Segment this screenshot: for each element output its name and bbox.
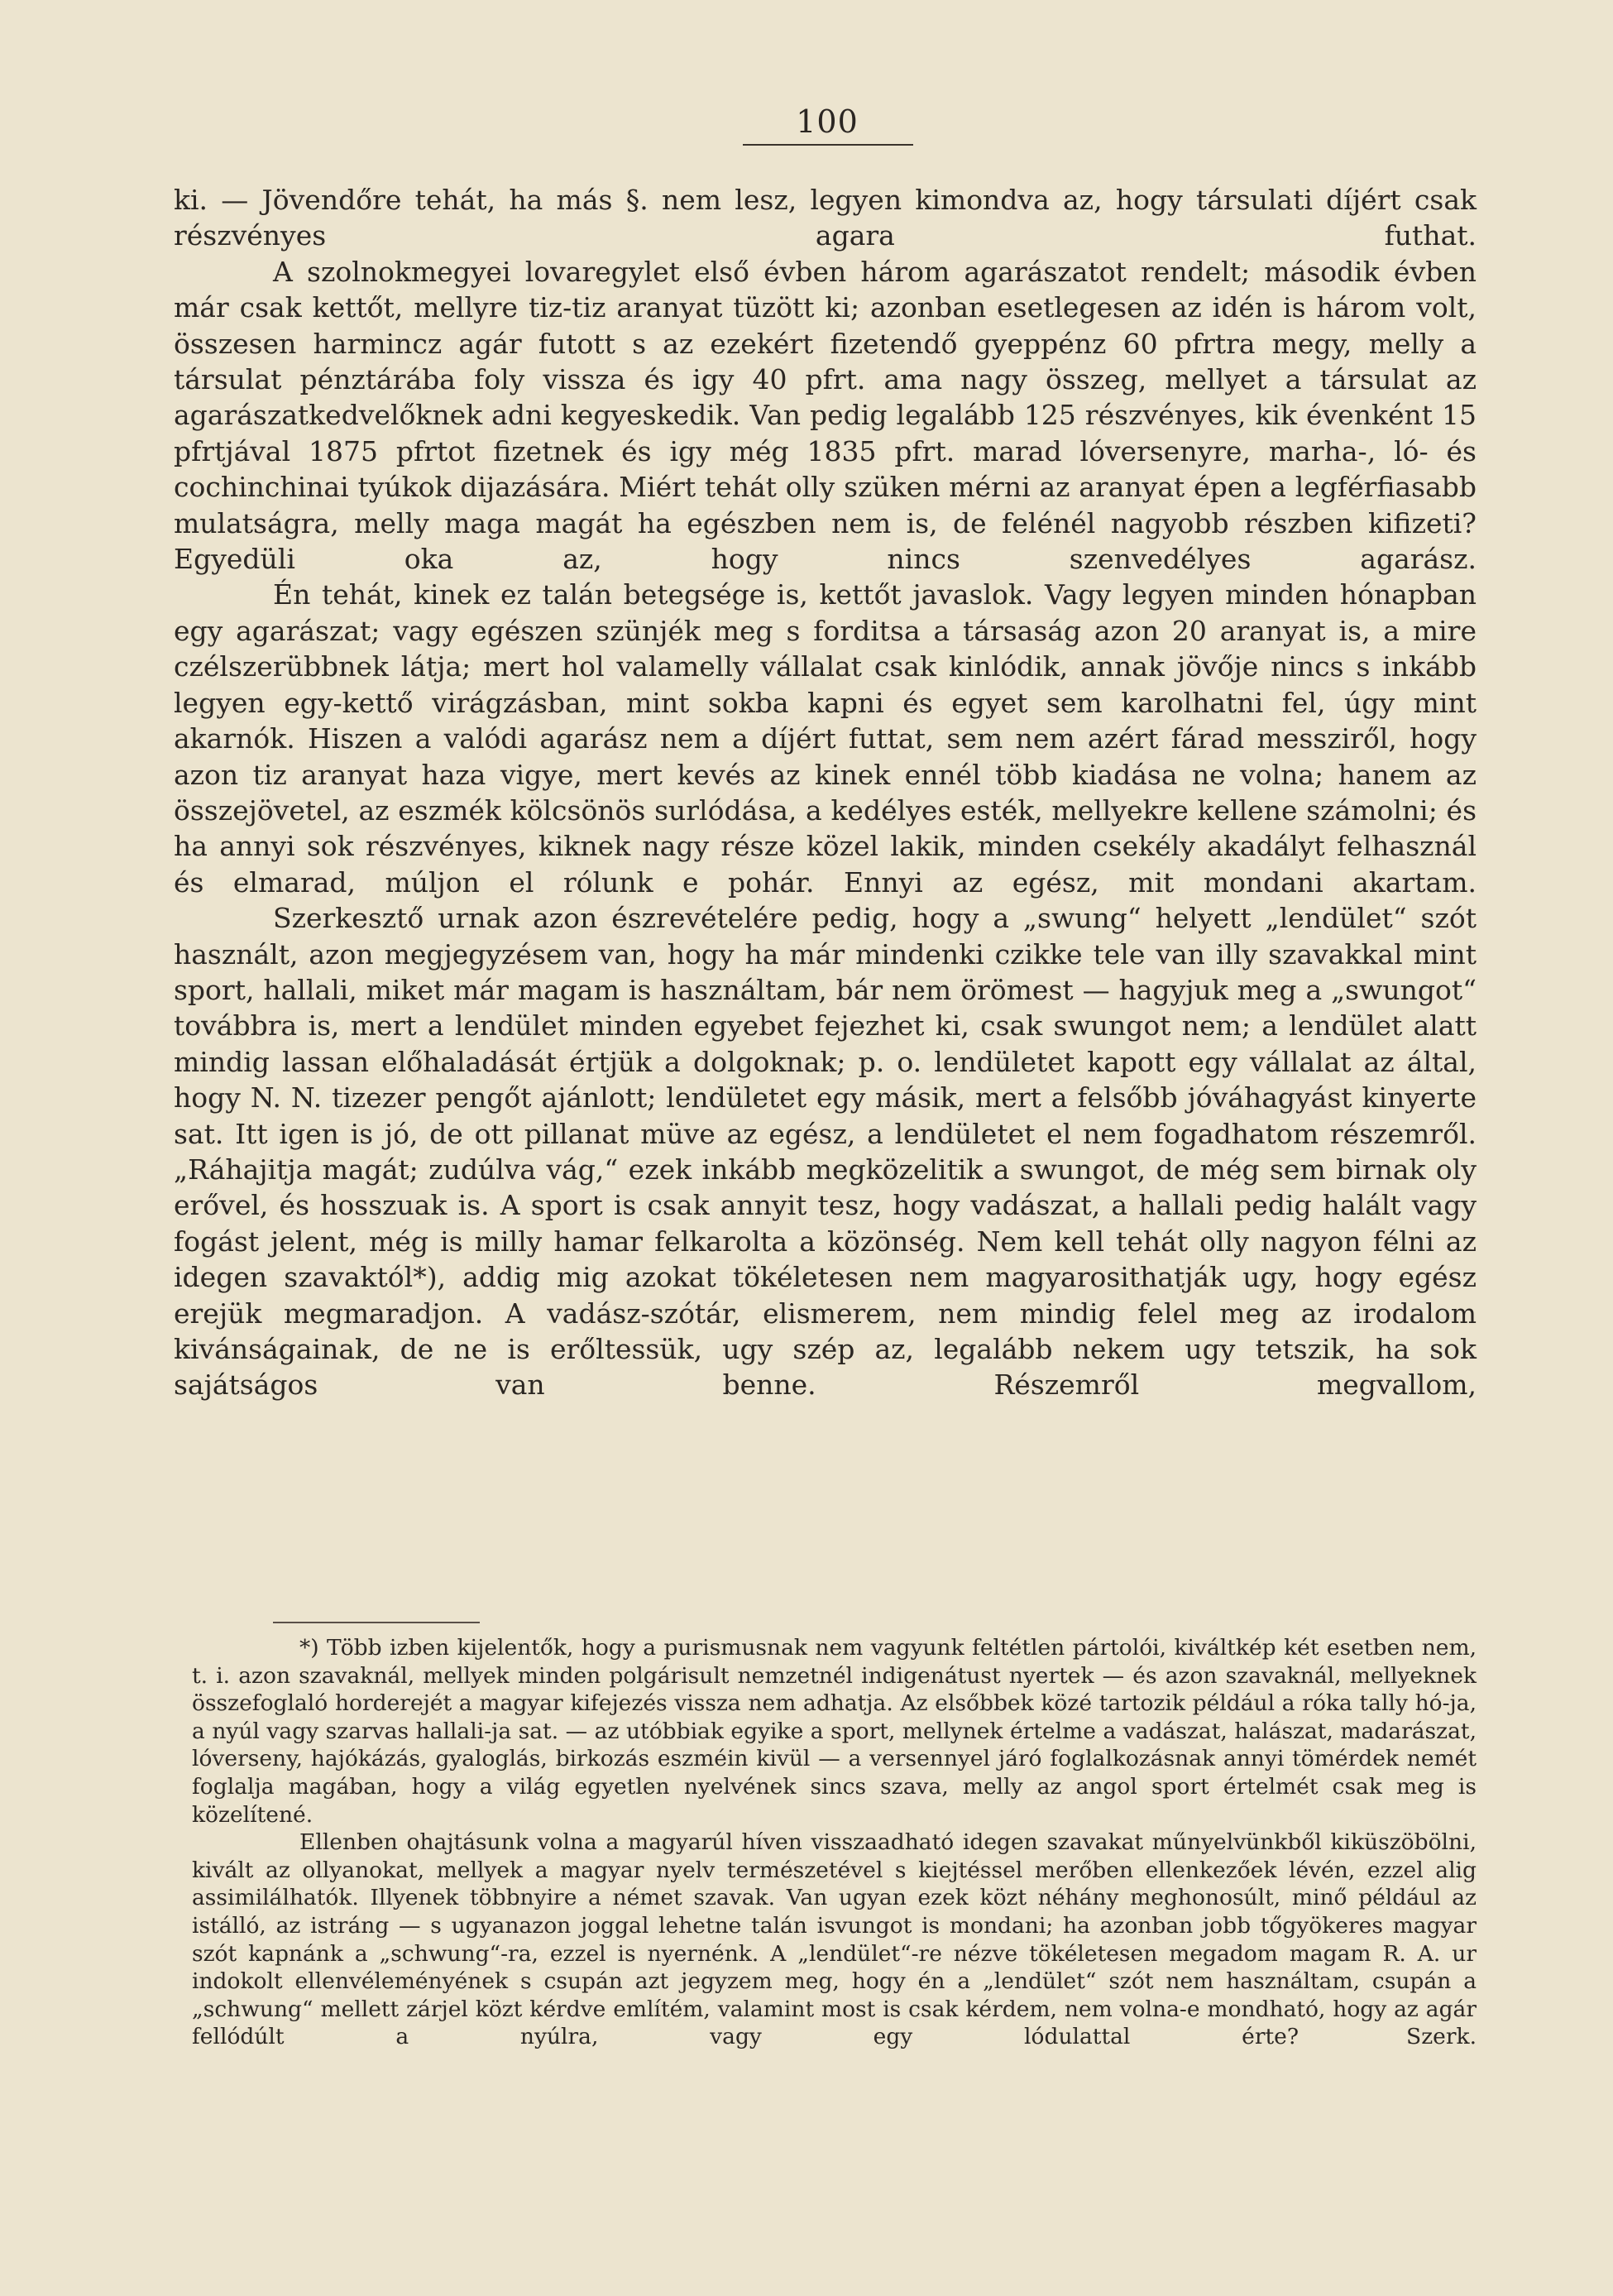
page-number-rule	[743, 144, 913, 146]
paragraph: Szerkesztő urnak azon észrevételére pedig, hogy a „swung“ helyett „lendület“ szót használt, azon megjegyzésem van, hogy ha már mindenki czikke tele van illy szavakkal mint sport, hallali, miket már magam is használtam, bár nem örömest — hagyjuk meg a „swungot“ továbbra is, mert a lendület minden egyebet fejezhet ki, csak swungot nem; a lendület alatt mindig lassan előhaladását értjük a dolgoknak; p. o. lendületet kapott egy vállalat az által, hogy N. N. tizezer pengőt ajánlott; lendületet egy másik, mert a felsőbb jóváhagyást kinyerte sat. Itt igen is jó, de ott pillanat müve az egész, a lendületet el nem fogadhatom részemről. „Ráhajitja magát; zudúlva vág,“ ezek inkább megközelitik a swungot, de még sem birnak oly erővel, és hosszuak is. A sport is csak annyit tesz, hogy vadászat, a hallali pedig halált vagy fogást jelent, még is milly hamar felkarolta a közönség. Nem kell tehát olly nagyon félni az idegen szavaktól*), addig mig azokat tökéletesen nem magyarosithatják ugy, hogy egész erejük megmaradjon. A vadász-szótár, elismerem, nem mindig felel meg az irodalom kivánságainak, de ne is erőltessük, ugy szép az, legalább nekem ugy tetszik, ha sok sajátságos van benne. Részemről megvallom,	[174, 902, 1477, 1402]
paragraph: A szolnokmegyei lovaregylet első évben három agarászatot rendelt; második évben már csak kettőt, mellyre tiz-tiz aranyat tüzött ki; azonban esetlegesen az idén is három volt, összesen harmincz agár futott s az ezekért fizetendő gyeppénz 60 pfrtra megy, melly a társulat pénztárába foly vissza és igy 40 pfrt. ama nagy összeg, mellyet a társulat az agarászatkedvelőknek adni kegyeskedik. Van pedig legalább 125 részvényes, kik évenként 15 pfrtjával 1875 pfrtot fizetnek és igy még 1835 pfrt. marad lóversenyre, marha-, ló- és cochinchinai tyúkok dijazására. Miért tehát olly szüken mérni az aranyat épen a legférfiasabb mulatságra, melly maga magát ha egészben nem is, de felénél nagyobb részben kifizeti? Egyedüli oka az, hogy nincs szenvedélyes agarász.	[174, 255, 1477, 576]
footnote-paragraph	[192, 1829, 1477, 2051]
page-number: 100	[796, 103, 859, 140]
footnote-paragraph: *) Több izben kijelentők, hogy a purismusnak nem vagyunk feltétlen pártolói, kiváltkép két esetben nem, t. i. azon szavaknál, mellyek minden polgárisult nemzetnél indigenátust nyertek — és azon szavaknál, mellyeknek összefoglaló horderejét a magyar kifejezés vissza nem adhatja. Az elsőbbek közé tartozik például a róka tally hó-ja, a nyúl vagy szarvas hallali-ja sat. — az utóbbiak egyike a sport, mellynek értelme a vadászat, halászat, madarászat, lóverseny, hajókázás, gyaloglás, birkozás eszméin kivül — a versennyel járó foglalkozásnak annyi tömérdek nemét foglalja magában, hogy a világ egyetlen nyelvének sincs szava, melly az angol sport értelmét csak meg is közelítené.	[192, 1635, 1477, 1828]
footnotes	[192, 1634, 1477, 2051]
paragraph: Én tehát, kinek ez talán betegsége is, kettőt javaslok. Vagy legyen minden hónapban egy agarászat; vagy egészen szünjék meg s forditsa a társaság azon 20 aranyat is, a mire czélszerübbnek látja; mert hol valamelly vállalat csak kinlódik, annak jövője nincs s inkább legyen egy-kettő virágzásban, mint sokba kapni és egyet sem karolhatni fel, úgy mint akarnók. Hiszen a valódi agarász nem a díjért futtat, sem nem azért fárad messziről, hogy azon tiz aranyat haza vigye, mert kevés az kinek ennél több kiadása ne volna; hanem az összejövetel, az eszmék kölcsönös surlódása, a kedélyes esték, mellyekre kellene számolni; és ha annyi sok részvényes, kiknek nagy része közel lakik, minden csekély akadályt felhasznál és elmarad, múljon el rólunk e pohár. Ennyi az egész, mit mondani akartam.	[174, 578, 1477, 899]
footnote-signature: Szerk.	[1406, 2024, 1477, 2050]
paragraph: ki. — Jövendőre tehát, ha más §. nem lesz, legyen kimondva az, hogy társulati díjért csak részvényes agara futhat.	[174, 184, 1477, 252]
footnote-divider	[273, 1622, 480, 1623]
footnote-text: Ellenben ohajtásunk volna a magyarúl híven visszaadható idegen szavakat műnyelvünkből kiküszöbölni, kivált az ollyanokat, mellyek a magyar nyelv természetével s kiejtéssel merőben ellenkezőek lévén, ezzel alig assimilálhatók. Illyenek többnyire a német szavak. Van ugyan ezek közt néhány meghonosúlt, minő például az istálló, az istráng — s ugyanazon joggal lehetne talán isvungot is mondani; ha azonban jobb tőgyökeres magyar szót kapnánk a „schwung“-ra, ezzel is nyernénk. A „lendület“-re nézve tökéletesen megadom magam R. A. ur indokolt ellenvéleményének s csupán azt jegyzem meg, hogy én a „lendület“ szót nem használtam, csupán a „schwung“ mellett zárjel közt kérdve említém, valamint most is csak kérdem, nem volna-e mondható, hogy az agár fellódúlt a nyúlra, vagy egy lódulattal érte?	[192, 1829, 1477, 2050]
main-text	[174, 182, 1477, 1403]
